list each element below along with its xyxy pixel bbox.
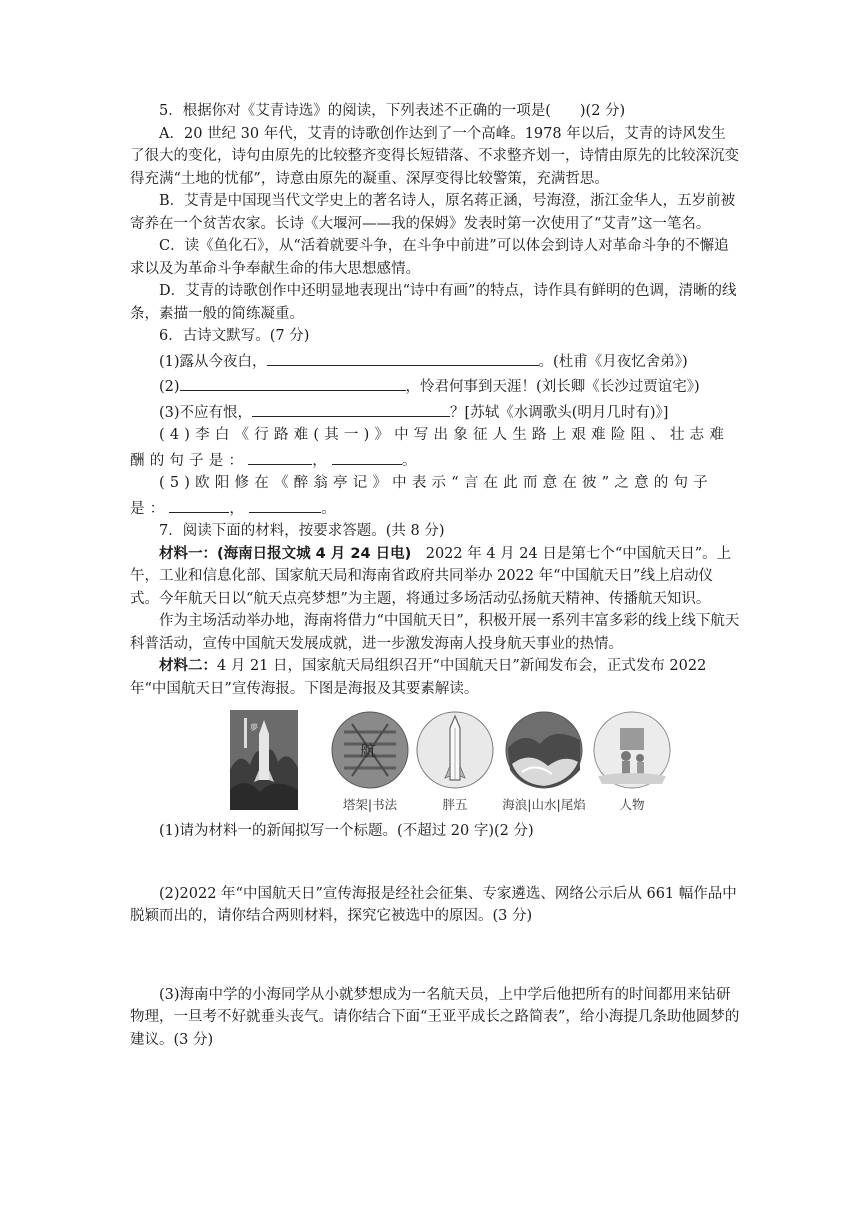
poster-figure — [130, 706, 740, 818]
material-2-label: 材料二： — [159, 658, 217, 674]
long-march-5-rocket-image — [415, 710, 495, 790]
q6-item-2-prefix: (2) — [159, 379, 180, 395]
answer-blank[interactable] — [332, 447, 402, 465]
q5-option-c: C．读《鱼化石》，从“活着就要斗争，在斗争中前进”可以体会到诗人对革命斗争的不懈追求以及为革命斗争奉献生命的伟大思想感情。 — [130, 238, 729, 277]
period: 。 — [321, 500, 341, 517]
comma: ， — [312, 452, 332, 469]
material-1 — [130, 543, 740, 611]
material-2-text: 4 月 21 日，国家航天局组织召开“中国航天日”新闻发布会，正式发布 2022 年“中国航天日”宣传海报。下图是海报及其要素解读。 — [130, 658, 707, 697]
caption-tower-calligraphy: 塔架|书法 — [342, 797, 398, 812]
svg-text:夢: 夢 — [250, 723, 258, 732]
caption-waves-mountains-flame: 海浪|山水|尾焰 — [502, 797, 586, 812]
q5-option-d: D．艾青的诗歌创作中还明显地表现出“诗中有画”的特点，诗作具有鲜明的色调，清晰的线条，素描一般的简练凝重。 — [130, 283, 737, 322]
tower-calligraphy-image — [330, 710, 410, 790]
q5-stem: 5．根据你对《艾青诗选》的阅读，下列表述不正确的一项是( )(2 分) — [159, 103, 626, 119]
answer-space[interactable] — [130, 843, 740, 883]
answer-blank[interactable] — [252, 399, 450, 417]
waves-mountains-flame-image — [504, 710, 584, 790]
material-1-label: 材料一：(海南日报文城 4 月 24 日电) — [159, 545, 412, 562]
q6-item-3-prefix: (3)不应有恨， — [159, 404, 253, 421]
answer-blank[interactable] — [249, 495, 321, 513]
answer-blank[interactable] — [267, 348, 539, 366]
q6-stem: 6．古诗文默写。(7 分) — [159, 328, 310, 344]
q6-item-1-prefix: (1)露从今夜白， — [159, 353, 267, 370]
q7-stem: 7．阅读下面的材料，按要求答题。(共 8 分) — [159, 523, 445, 539]
caption-long-march-5: 胖五 — [442, 797, 468, 812]
material-2 — [130, 655, 740, 700]
q6-item-3 — [130, 399, 740, 425]
poster-image — [230, 710, 298, 810]
q5-option-a: A．20 世纪 30 年代，艾青的诗歌创作达到了一个高峰。1978 年以后，艾青的诗风发生了很大的变化，诗句由原先的比较整齐变得长短错落、不求整齐划一，诗情由原先的比较深沉变得充满“土地的忧郁”，诗意由原先的凝重、深厚变得比较警策，充满哲思。 — [130, 125, 739, 187]
period: 。 — [401, 452, 422, 469]
q6-item-5 — [130, 472, 740, 520]
caption-figures: 人物 — [619, 797, 645, 812]
q6-item-4 — [130, 424, 740, 472]
answer-blank[interactable] — [248, 447, 312, 465]
answer-blank[interactable] — [169, 495, 229, 513]
q6-item-1-suffix: 。(杜甫《月夜忆舍弟》) — [538, 353, 688, 370]
material-1-text: 2022 年 4 月 24 日是第七个“中国航天日”。上午，工业和信息化部、国家航天局和海南省政府共同举办 2022 年“中国航天日”线上启动仪式。今年航天日以“航天点亮梦想”为主题，将通过多场活动弘扬航天精神、传播航天知识。 — [130, 545, 732, 607]
q6-item-4-prefix: (4)李白《行路难(其一)》中写出象征人生路上艰难险阻、壮志难酬的句子是： — [130, 427, 730, 469]
svg-text:航: 航 — [360, 741, 377, 760]
material-1-paragraph-2: 作为主场活动举办地，海南将借力“中国航天日”，积极开展一系列丰富多彩的线上线下航天科普活动，宣传中国航天发展成就，进一步激发海南人投身航天事业的热情。 — [130, 613, 740, 652]
q5-option-b: B．艾青是中国现当代文学史上的著名诗人，原名蒋正涵，号海澄，浙江金华人，五岁前被寄养在一个贫苦农家。长诗《大堰河——我的保姆》发表时第一次使用了“艾青”这一笔名。 — [130, 193, 736, 232]
q7-sub-1: (1)请为材料一的新闻拟写一个标题。(不超过 20 字)(2 分) — [159, 823, 534, 839]
q6-item-5-prefix: (5)欧阳修在《醉翁亭记》中表示“言在此而意在彼”之意的句子是： — [130, 475, 713, 517]
q6-item-2-suffix: ，怜君何事到天涯！(刘长卿《长沙过贾谊宅》) — [405, 379, 700, 395]
comma: ， — [229, 500, 250, 517]
q6-item-1 — [130, 348, 740, 374]
answer-blank[interactable] — [180, 373, 406, 391]
q6-item-2 — [130, 373, 740, 399]
q6-item-3-suffix: ？[苏轼《水调歌头(明月几时有)》] — [450, 404, 669, 421]
q7-sub-2: (2)2022 年“中国航天日”宣传海报是经社会征集、专家遴选、网络公示后从 661 幅作品中脱颖而出的，请你结合两则材料，探究它被选中的原因。(3 分) — [130, 885, 737, 924]
answer-space[interactable] — [130, 928, 740, 984]
document-page — [130, 100, 740, 1051]
astronaut-figures-image — [592, 710, 672, 790]
q7-sub-3: (3)海南中学的小海同学从小就梦想成为一名航天员，上中学后他把所有的时间都用来钻研物理，一旦考不好就垂头丧气。请你结合下面“王亚平成长之路简表”，给小海提几条助他圆梦的建议。(3 分) — [130, 986, 740, 1048]
